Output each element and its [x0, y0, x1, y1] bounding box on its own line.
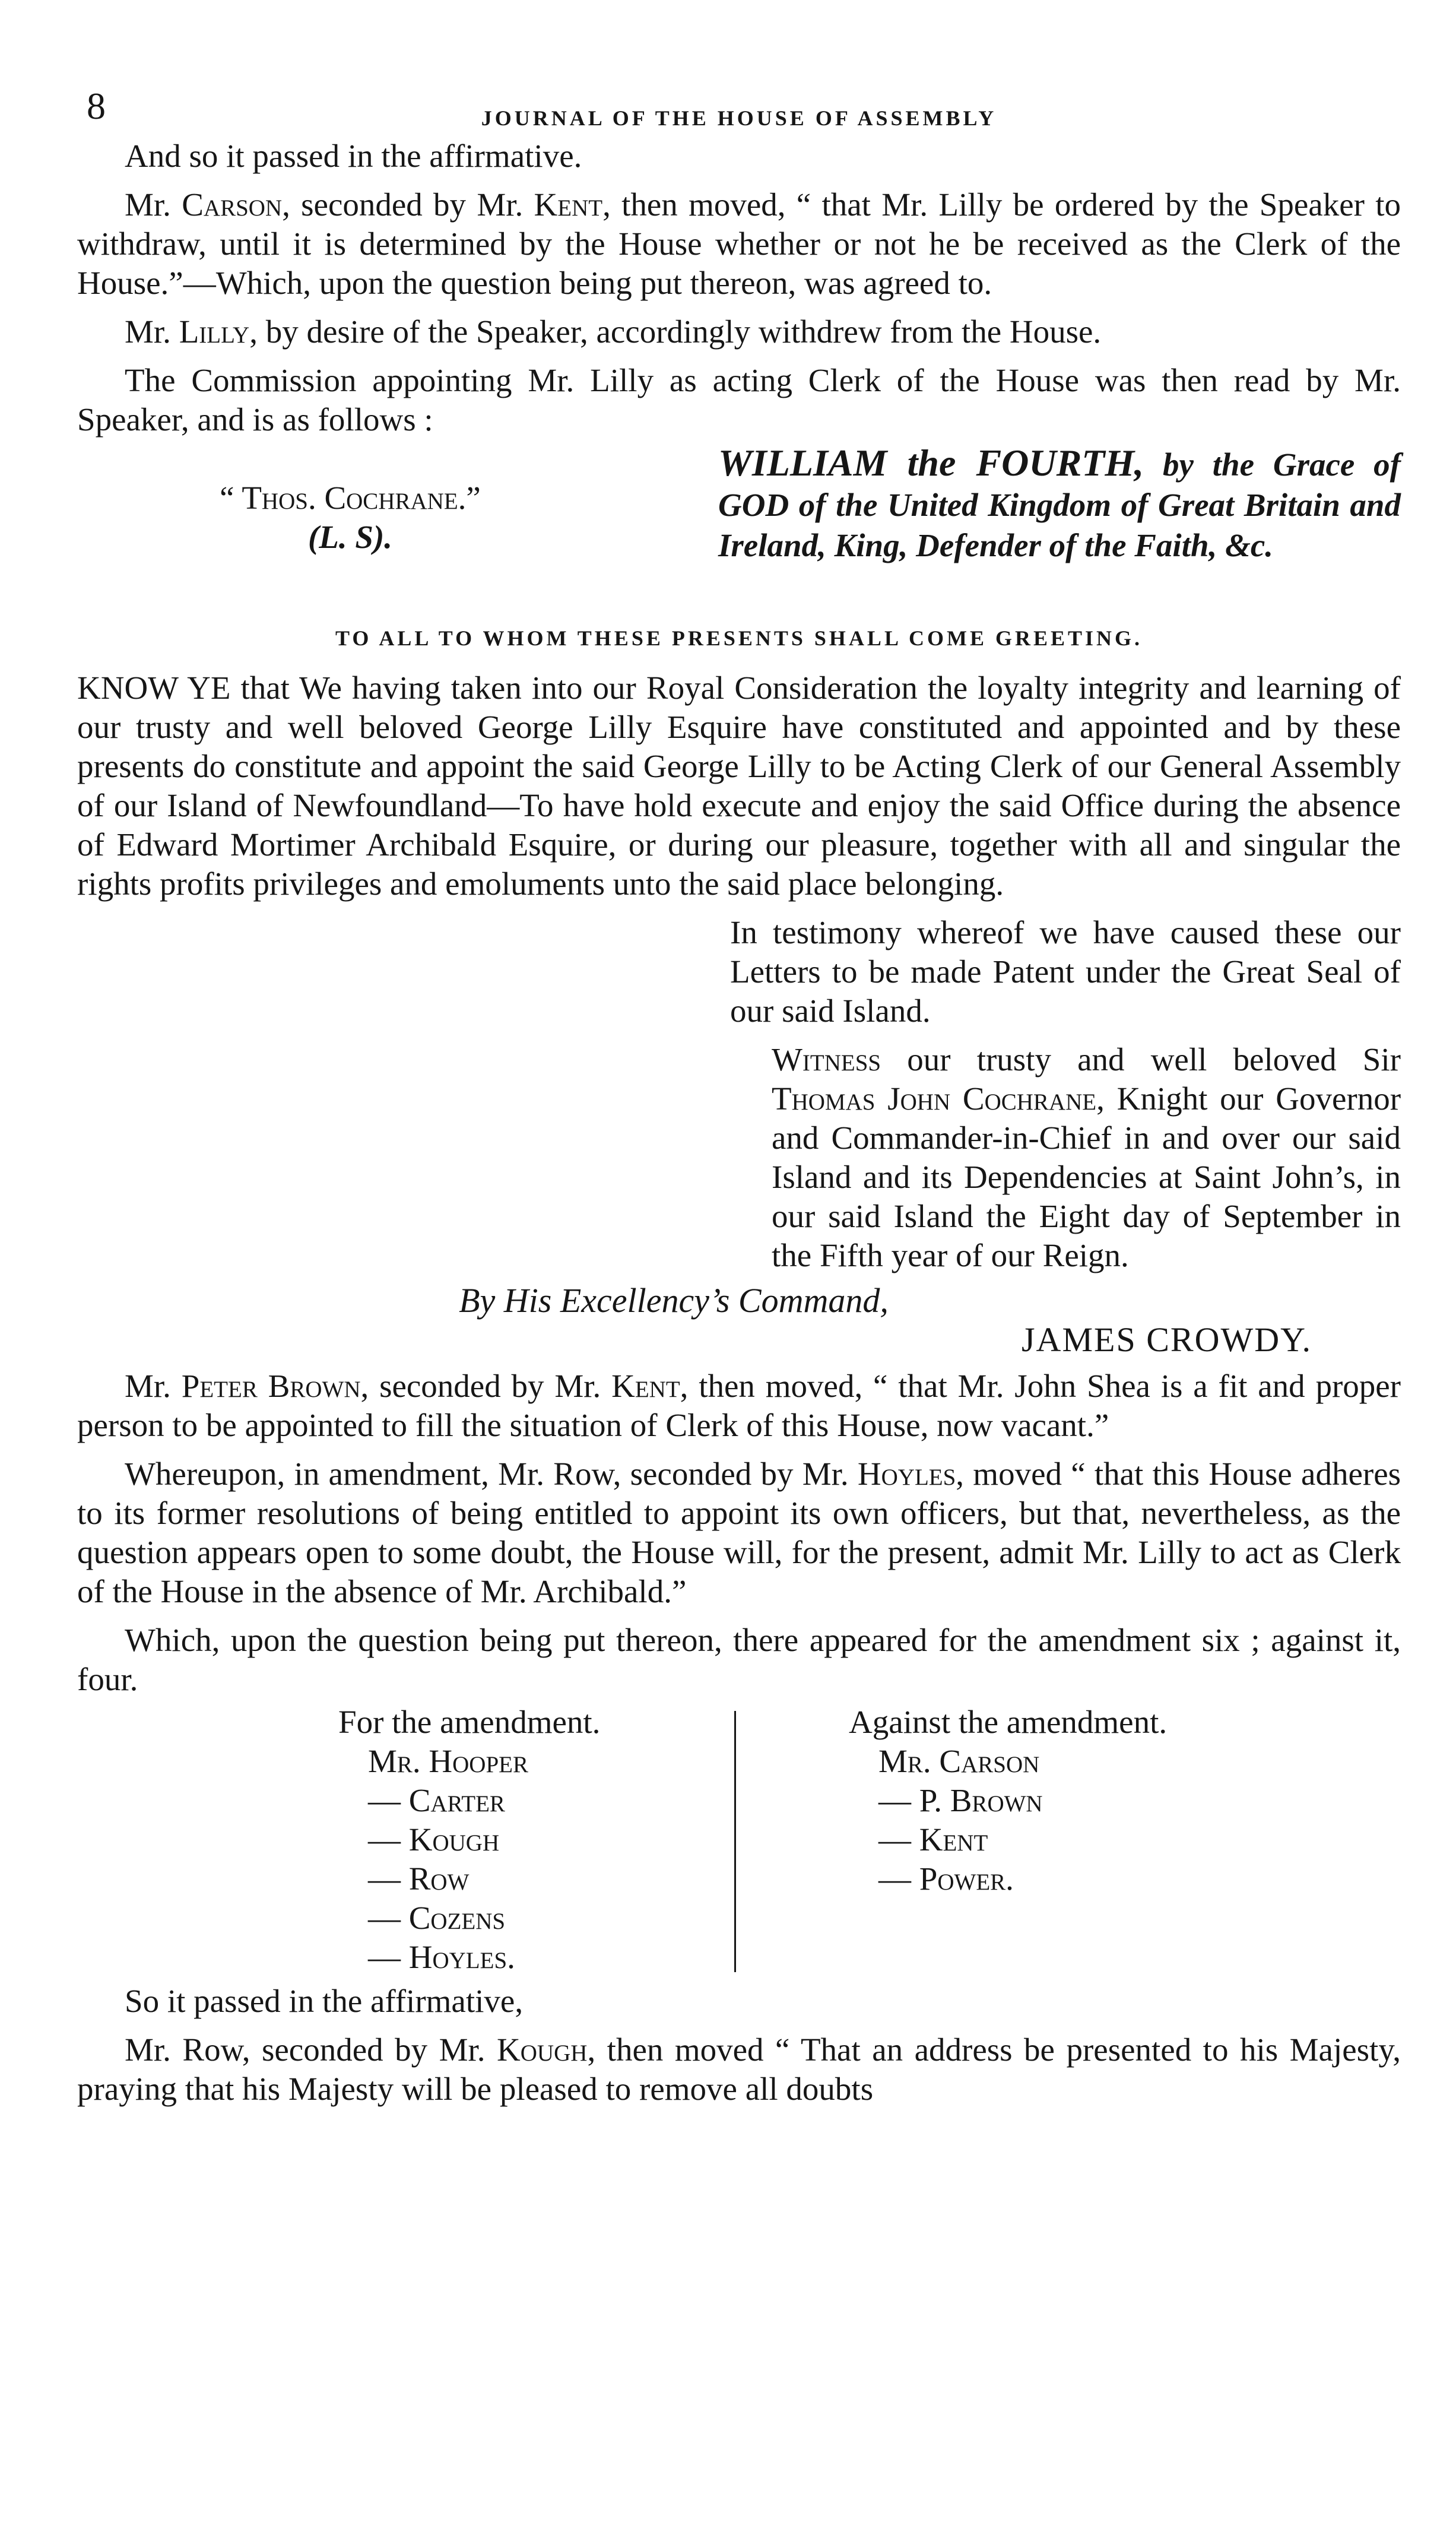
paragraph-witness — [772, 1040, 1401, 1275]
running-head: JOURNAL OF THE HOUSE OF ASSEMBLY — [481, 106, 997, 130]
for-title: For the amendment. — [338, 1704, 601, 1740]
paragraph-carson-motion — [77, 185, 1401, 303]
paragraph-brown-motion — [77, 1367, 1401, 1445]
secretary-signature: JAMES CROWDY. — [1021, 1320, 1312, 1359]
text-prefix: Whereupon, in amendment, Mr. Row, seconded by Mr. — [125, 1456, 858, 1492]
paragraph-know-ye: KNOW YE that We having taken into our Royal Consideration the loyalty integrity and learning of our trusty and well beloved George Lilly Esquire have constituted and appointed and by these presents do constitute and appoint the said George Lilly to be Acting Clerk of our General Assembly of our Island of Newfoundland—To have hold execute and enjoy the said Office during the absence of Edward Mortimer Archibald Esquire, or during our pleasure, together with all and singular the rights profits privileges and emoluments unto the said place belonging. — [77, 670, 1401, 902]
member-name: Peter Brown — [181, 1368, 361, 1404]
text-rest: , Knight our Governor and Commander-in-Chief in and over our said Island and its Dependencies at Saint John’s, in our said Island the Eight day of September in the Fifth year of our Reign. — [772, 1080, 1401, 1273]
against-title: Against the amendment. — [849, 1704, 1168, 1740]
seal-mark: (L. S). — [307, 519, 393, 555]
paragraph-commission: The Commission appointing Mr. Lilly as acting Clerk of the House was then read by Mr. Speaker, and is as follows : — [77, 362, 1401, 438]
monarch-name: WILLIAM the FOURTH, — [718, 442, 1144, 484]
text-rest: , by desire of the Speaker, accordingly withdrew from the House. — [249, 313, 1102, 350]
division-list — [77, 1703, 1401, 1982]
for-member: — Kough — [368, 1821, 500, 1858]
member-name: Hoyles — [857, 1456, 956, 1492]
greeting-line: TO ALL TO WHOM THESE PRESENTS SHALL COME GREETING. — [335, 626, 1143, 650]
page-number: 8 — [87, 85, 106, 127]
column-divider — [734, 1711, 736, 1972]
paragraph-lilly-withdrew — [77, 312, 1401, 351]
text-rest: , then moved, “ that Mr. John Shea is a fit and proper person to be appointed to fill the situation of Clerk of this House, now vacant.” — [77, 1368, 1401, 1443]
member-name: Lilly — [179, 313, 250, 350]
member-name: Kough — [497, 2032, 588, 2068]
governor-name: Thomas John Cochrane — [772, 1080, 1097, 1117]
text-rest: , then moved “ That an address be presented to his Majesty, praying that his Majesty will be pleased to remove all doubts — [77, 2032, 1401, 2107]
against-column — [849, 1703, 1300, 1899]
royal-grant-heading — [77, 443, 1401, 607]
text-prefix: Mr. — [125, 186, 182, 223]
text-prefix: Mr. — [125, 1368, 182, 1404]
for-member: Mr. Hooper — [368, 1743, 528, 1779]
text-prefix: Mr. Row, seconded by Mr. — [125, 2032, 497, 2068]
paragraph-testimony: In testimony whereof we have caused these our Letters to be made Patent under the Great Seal of our said Island. — [730, 914, 1401, 1029]
text-prefix: Mr. — [125, 313, 179, 350]
text-middle: , seconded by Mr. — [282, 186, 534, 223]
against-member: Mr. Carson — [878, 1743, 1040, 1779]
paragraph-row-motion — [77, 2030, 1401, 2109]
against-member: — Kent — [878, 1821, 988, 1858]
paragraph-division-result: Which, upon the question being put thereon, there appeared for the amendment six ; against it, four. — [77, 1622, 1401, 1697]
command-line: By His Excellency’s Command, — [459, 1281, 889, 1320]
for-member: — Row — [368, 1861, 470, 1897]
member-name: Kent — [534, 186, 603, 223]
monarch-title — [718, 443, 1401, 566]
witness-lead: Witness — [772, 1041, 881, 1077]
journal-page — [77, 83, 1401, 2505]
for-member: — Cozens — [368, 1900, 506, 1936]
for-member: — Carter — [368, 1782, 505, 1818]
text-rest: , then moved, “ that Mr. Lilly be ordered by the Speaker to withdraw, until it is determined by the House whether or not he be received as the Clerk of the House.”—Which, upon the question being put thereon, was agreed to. — [77, 186, 1401, 301]
monarch-style: by the Grace of GOD of the United Kingdom of Great Britain and Ireland, King, Defender of the Faith, &c. — [718, 446, 1401, 563]
text-middle: our trusty and well beloved Sir — [881, 1041, 1401, 1077]
paragraph-passed-affirmative-2: So it passed in the affirmative, — [125, 1983, 524, 2019]
page-header — [77, 83, 1401, 137]
paragraph-amendment — [77, 1454, 1401, 1611]
signer-name: “ Thos. Cochrane.” — [220, 480, 481, 516]
text-rest: , moved “ that this House adheres to its former resolutions of being entitled to appoint its own officers, but that, nevertheless, as the question appears open to some doubt, the House will, for the present, admit Mr. Lilly to act as Clerk of the House in the absence of Mr. Archibald.” — [77, 1456, 1401, 1609]
member-name: Kent — [611, 1368, 680, 1404]
for-member: — Hoyles. — [368, 1939, 515, 1975]
against-member: — Power. — [878, 1861, 1014, 1897]
paragraph-passed-affirmative: And so it passed in the affirmative. — [125, 138, 582, 174]
for-column — [338, 1703, 706, 1977]
signer-block — [142, 478, 558, 557]
against-member: — P. Brown — [878, 1782, 1043, 1818]
text-middle: , seconded by Mr. — [360, 1368, 612, 1404]
member-name: Carson — [182, 186, 283, 223]
